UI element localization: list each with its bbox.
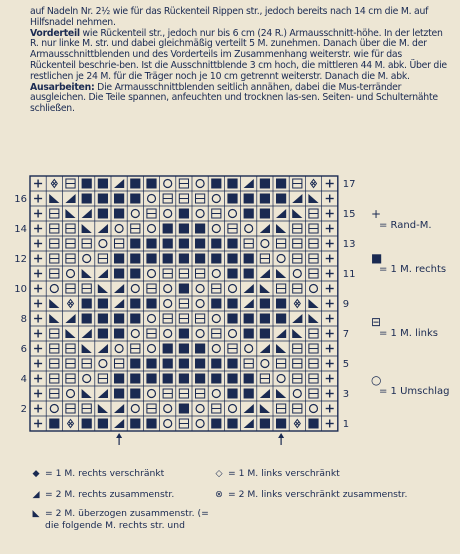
stitch-yarn-over	[164, 420, 172, 428]
stitch-yarn-over	[229, 210, 237, 218]
stitch-knit	[82, 314, 92, 324]
stitch-k2tog	[98, 269, 108, 278]
stitch-yarn-over	[212, 195, 220, 203]
stitch-skp	[260, 404, 270, 413]
stitch-knit	[163, 239, 173, 249]
stitch-knit	[130, 314, 140, 324]
diamond-open-icon: ◇	[215, 468, 223, 479]
stitch-k2tog	[292, 314, 302, 323]
stitch-knit	[195, 344, 205, 354]
stitch-yarn-over	[99, 360, 107, 368]
stitch-knit	[114, 314, 124, 324]
stitch-yarn-over	[212, 315, 220, 323]
legend-label: = 1 M. rechts	[379, 264, 447, 275]
stitch-knit	[130, 389, 140, 399]
stitch-knit	[244, 269, 254, 279]
stitch-knit	[146, 239, 156, 249]
stitch-skp	[308, 299, 318, 308]
stitch-skp	[276, 389, 286, 398]
stitch-knit	[114, 209, 124, 219]
stitch-knit	[163, 224, 173, 234]
stitch-yarn-over	[50, 285, 58, 293]
stitch-skp	[82, 344, 92, 353]
ausarbeiten-text: Die Armausschnittblenden seitlich annähen, dabei die Mus-terränder ausgleichen. Die Teile spannen, anfeuchten und trocknen las-sen. Seiten- und Schulternähte schließen.	[30, 81, 438, 115]
stitch-skp	[82, 389, 92, 398]
row-number-right: 7	[342, 329, 350, 340]
stitch-k2tog	[244, 179, 254, 188]
stitch-yarn-over	[131, 330, 139, 338]
stitch-knit	[260, 419, 270, 429]
stitch-yarn-over	[50, 405, 58, 413]
stitch-k2tog	[260, 344, 270, 353]
heading-vorderteil: Vorderteil	[30, 27, 80, 39]
stitch-knit	[244, 254, 254, 264]
row-number-left: 10	[14, 284, 27, 295]
legend-label: = 1 M. links	[379, 328, 438, 339]
stitch-knit	[260, 179, 270, 189]
boxed-line-icon: ⊟	[371, 315, 382, 329]
stitch-knit	[227, 269, 237, 279]
stitch-p2tog-tbl	[295, 302, 299, 306]
legend-rechts-verschraenkt	[30, 468, 164, 479]
stitch-knit	[260, 329, 270, 339]
stitch-knit	[98, 179, 108, 189]
stitch-k2tog	[114, 179, 124, 188]
stitch-knit	[179, 404, 189, 414]
row-number-left: 2	[20, 404, 27, 415]
stitch-skp	[82, 269, 92, 278]
stitch-knit	[179, 329, 189, 339]
paragraph-1: auf Nadeln Nr. 2½ wie für das Rückenteil Rippen str., jedoch bereits nach 14 cm die M. auf Hilfsnadel nehmen.	[30, 6, 429, 28]
stitch-knit	[82, 419, 92, 429]
stitch-yarn-over	[148, 315, 156, 323]
stitch-knit	[244, 194, 254, 204]
stitch-yarn-over	[148, 345, 156, 353]
stitch-knit	[146, 179, 156, 189]
stitch-yarn-over	[164, 300, 172, 308]
stitch-k2tog	[276, 329, 286, 338]
stitch-yarn-over	[229, 285, 237, 293]
stitch-k2tog	[82, 209, 92, 218]
stitch-knit	[227, 299, 237, 309]
stitch-yarn-over	[164, 405, 172, 413]
legend-label: = Rand-M.	[379, 220, 432, 231]
legend-ueberzogen	[30, 508, 209, 519]
legend-links-verschraenkt-zusammen	[213, 489, 407, 500]
legend-label: = 1 M. rechts verschränkt	[45, 468, 165, 479]
stitch-yarn-over	[99, 240, 107, 248]
stitch-yarn-over	[131, 405, 139, 413]
double-diamond-icon: ⊗	[215, 489, 223, 500]
stitch-yarn-over	[310, 285, 318, 293]
row-number-right: 1	[342, 419, 350, 430]
stitch-k2tog	[292, 194, 302, 203]
stitch-knit	[179, 359, 189, 369]
legend-label: = 2 M. überzogen zusammenstr. (=	[45, 508, 209, 519]
legend-label: = 2 M. rechts zusammenstr.	[45, 489, 175, 500]
row-number-right: 3	[342, 389, 350, 400]
stitch-knit	[130, 299, 140, 309]
stitch-knit	[195, 359, 205, 369]
stitch-knit	[276, 314, 286, 324]
heading-ausarbeiten: Ausarbeiten:	[30, 81, 95, 93]
stitch-k2tog	[260, 269, 270, 278]
stitch-yarn-over	[83, 255, 91, 263]
stitch-knit	[98, 194, 108, 204]
diamond-filled-icon: ◆	[32, 468, 40, 479]
stitch-knit	[211, 179, 221, 189]
stitch-yarn-over	[196, 300, 204, 308]
stitch-k2tog	[98, 344, 108, 353]
stitch-knit	[163, 254, 173, 264]
stitch-skp	[82, 224, 92, 233]
row-number-left: 12	[14, 254, 27, 265]
stitch-knit	[130, 269, 140, 279]
stitch-knit	[260, 209, 270, 219]
stitch-skp	[98, 284, 108, 293]
stitch-knit	[260, 314, 270, 324]
stitch-knit	[179, 239, 189, 249]
stitch-knit	[179, 344, 189, 354]
stitch-knit	[82, 194, 92, 204]
legend-links-verschraenkt	[213, 468, 340, 479]
legend-ueberzogen-cont	[45, 520, 185, 531]
vorderteil-text: wie Rückenteil str., jedoch nur bis 6 cm (24 R.) Armausschnitt-höhe. In der letzten R. nur linke M. str. und dabei gleichmäßig verteilt 5 M. zunehmen. Danach über die M. der Armausschnittblenden und des Vorderteils im Zusammenhang weiterstr. wie für das Rückenteil beschrie-ben. Ist die Ausschnittblende 3 cm hoch, die mittleren 44 M. abk. Über die restlichen je 24 M. für die Träger noch je 10 cm getrennt weiterstr. Danach die M. abk.	[30, 27, 447, 82]
stitch-knit	[211, 299, 221, 309]
stitch-k2tog	[244, 419, 254, 428]
stitch-knit	[211, 419, 221, 429]
stitch-knit	[227, 254, 237, 264]
stitch-knit	[146, 419, 156, 429]
stitch-knit	[211, 359, 221, 369]
row-number-right: 17	[342, 179, 356, 190]
circle-icon: ○	[371, 373, 382, 387]
stitch-knit	[82, 299, 92, 309]
stitch-knit	[146, 299, 156, 309]
stitch-p2tog-tbl	[295, 422, 299, 426]
stitch-k2tog	[98, 389, 108, 398]
legend-links	[365, 316, 438, 339]
stitch-yarn-over	[196, 405, 204, 413]
stitch-yarn-over	[164, 180, 172, 188]
stitch-knit	[211, 374, 221, 384]
stitch-skp	[49, 194, 59, 203]
stitch-yarn-over	[196, 420, 204, 428]
stitch-knit	[179, 224, 189, 234]
stitch-knit	[227, 314, 237, 324]
stitch-yarn-over	[212, 390, 220, 398]
stitch-yarn-over	[67, 270, 75, 278]
stitch-knit	[276, 194, 286, 204]
stitch-knit	[276, 179, 286, 189]
row-number-right: 13	[342, 239, 356, 250]
stitch-knit	[227, 179, 237, 189]
stitch-yarn-over	[83, 375, 91, 383]
stitch-knit	[179, 254, 189, 264]
stitch-yarn-over	[212, 225, 220, 233]
stitch-knit	[163, 374, 173, 384]
stitch-yarn-over	[196, 330, 204, 338]
stitch-yarn-over	[277, 375, 285, 383]
stitch-knit	[227, 194, 237, 204]
stitch-knit	[98, 209, 108, 219]
stitch-k2tog	[260, 224, 270, 233]
stitch-knit	[98, 314, 108, 324]
stitch-knit	[244, 329, 254, 339]
row-number-left: 4	[20, 374, 27, 385]
legend-label: die folgende M. rechts str. und	[45, 520, 185, 531]
stitch-knit	[163, 344, 173, 354]
stitch-skp	[308, 314, 318, 323]
stitch-knit	[227, 389, 237, 399]
stitch-yarn-over	[67, 390, 75, 398]
stitch-knit	[114, 329, 124, 339]
symbol-legend	[355, 0, 455, 440]
row-number-left: 8	[20, 314, 27, 325]
stitch-skp	[98, 404, 108, 413]
stitch-knit	[130, 359, 140, 369]
stitch-k2tog	[244, 299, 254, 308]
stitch-knit	[227, 374, 237, 384]
stitch-knit	[114, 389, 124, 399]
stitch-knit	[98, 329, 108, 339]
row-number-left: 16	[14, 194, 27, 205]
stitch-yarn-over	[310, 405, 318, 413]
stitch-knit	[179, 209, 189, 219]
row-number-right: 9	[342, 299, 350, 310]
stitch-knit	[130, 254, 140, 264]
stitch-knit	[163, 359, 173, 369]
stitch-yarn-over	[148, 195, 156, 203]
legend-label: = 1 M. links verschränkt	[228, 468, 340, 479]
stitch-knit	[244, 209, 254, 219]
stitch-yarn-over	[148, 390, 156, 398]
stitch-k2tog	[65, 314, 75, 323]
stitch-knit	[308, 419, 318, 429]
stitch-knit	[195, 224, 205, 234]
stitch-knit	[130, 194, 140, 204]
plus-icon: +	[371, 207, 382, 221]
stitch-knit	[130, 374, 140, 384]
stitch-p2tog-tbl	[52, 182, 56, 186]
stitch-k2tog	[276, 209, 286, 218]
stitch-knit	[260, 299, 270, 309]
triangle-right-icon: ◢	[32, 489, 40, 500]
stitch-knit	[227, 359, 237, 369]
stitch-knit	[114, 269, 124, 279]
stitch-knit	[130, 419, 140, 429]
stitch-knit	[146, 374, 156, 384]
stitch-k2tog	[244, 284, 254, 293]
stitch-k2tog	[244, 404, 254, 413]
stitch-knit	[276, 299, 286, 309]
stitch-knit	[260, 194, 270, 204]
stitch-k2tog	[114, 404, 124, 413]
stitch-yarn-over	[196, 180, 204, 188]
stitch-k2tog	[114, 299, 124, 308]
legend-rand-m	[365, 208, 432, 231]
stitch-yarn-over	[164, 285, 172, 293]
stitch-knit	[244, 389, 254, 399]
stitch-yarn-over	[115, 345, 123, 353]
legend-umschlag	[365, 374, 449, 397]
legend-rechts-zusammen	[30, 489, 174, 500]
stitch-skp	[276, 224, 286, 233]
stitch-yarn-over	[245, 345, 253, 353]
stitch-skp	[65, 209, 75, 218]
stitch-skp	[292, 329, 302, 338]
stitch-yarn-over	[115, 225, 123, 233]
stitch-yarn-over	[196, 210, 204, 218]
stitch-skp	[308, 194, 318, 203]
repeat-arrow-head	[278, 433, 284, 438]
stitch-skp	[49, 314, 59, 323]
stitch-knit	[114, 254, 124, 264]
triangle-left-icon: ◣	[32, 508, 40, 519]
row-number-right: 5	[342, 359, 350, 370]
stitch-yarn-over	[148, 270, 156, 278]
stitch-skp	[260, 284, 270, 293]
stitch-yarn-over	[293, 390, 301, 398]
row-number-right: 15	[342, 209, 356, 220]
stitch-p2tog-tbl	[69, 302, 73, 306]
stitch-knit	[130, 179, 140, 189]
stitch-knit	[146, 359, 156, 369]
stitch-knit	[244, 374, 254, 384]
stitch-knit	[227, 239, 237, 249]
stitch-k2tog	[82, 329, 92, 338]
stitch-skp	[49, 299, 59, 308]
stitch-knit	[114, 374, 124, 384]
stitch-knit	[98, 419, 108, 429]
stitch-knit	[49, 419, 59, 429]
stitch-yarn-over	[164, 210, 172, 218]
stitch-p2tog-tbl	[312, 182, 316, 186]
stitch-knit	[276, 419, 286, 429]
filled-square-icon: ■	[371, 251, 383, 265]
stitch-knit	[146, 254, 156, 264]
stitch-yarn-over	[293, 270, 301, 278]
stitch-knit	[114, 194, 124, 204]
stitch-knit	[244, 314, 254, 324]
stitch-knit	[179, 284, 189, 294]
stitch-yarn-over	[164, 330, 172, 338]
legend-rechts	[365, 252, 446, 275]
stitch-yarn-over	[212, 270, 220, 278]
stitch-knit	[179, 374, 189, 384]
stitch-k2tog	[65, 194, 75, 203]
stitch-yarn-over	[229, 330, 237, 338]
stitch-yarn-over	[131, 285, 139, 293]
stitch-yarn-over	[212, 345, 220, 353]
stitch-knit	[227, 419, 237, 429]
stitch-yarn-over	[261, 360, 269, 368]
stitch-yarn-over	[245, 225, 253, 233]
stitch-k2tog	[260, 389, 270, 398]
stitch-knit	[130, 239, 140, 249]
stitch-skp	[276, 269, 286, 278]
stitch-skp	[292, 209, 302, 218]
stitch-knit	[82, 179, 92, 189]
repeat-arrow-head	[116, 433, 122, 438]
stitch-knit	[211, 239, 221, 249]
legend-label: = 1 Umschlag	[379, 386, 450, 397]
stitch-knit	[195, 374, 205, 384]
stitch-k2tog	[114, 284, 124, 293]
stitch-yarn-over	[229, 405, 237, 413]
stitch-knit	[195, 254, 205, 264]
stitch-k2tog	[98, 224, 108, 233]
stitch-yarn-over	[131, 210, 139, 218]
stitch-yarn-over	[261, 240, 269, 248]
stitch-knit	[98, 299, 108, 309]
stitch-skp	[276, 344, 286, 353]
stitch-yarn-over	[277, 255, 285, 263]
stitch-skp	[65, 329, 75, 338]
stitch-k2tog	[114, 419, 124, 428]
stitch-p2tog-tbl	[69, 422, 73, 426]
stitch-knit	[211, 254, 221, 264]
legend-label: = 2 M. links verschränkt zusammenstr.	[228, 489, 408, 500]
row-number-left: 6	[20, 344, 27, 355]
stitch-knit	[195, 239, 205, 249]
stitch-yarn-over	[148, 225, 156, 233]
stitch-yarn-over	[196, 285, 204, 293]
row-number-right: 11	[342, 269, 356, 280]
row-number-left: 14	[14, 224, 27, 235]
